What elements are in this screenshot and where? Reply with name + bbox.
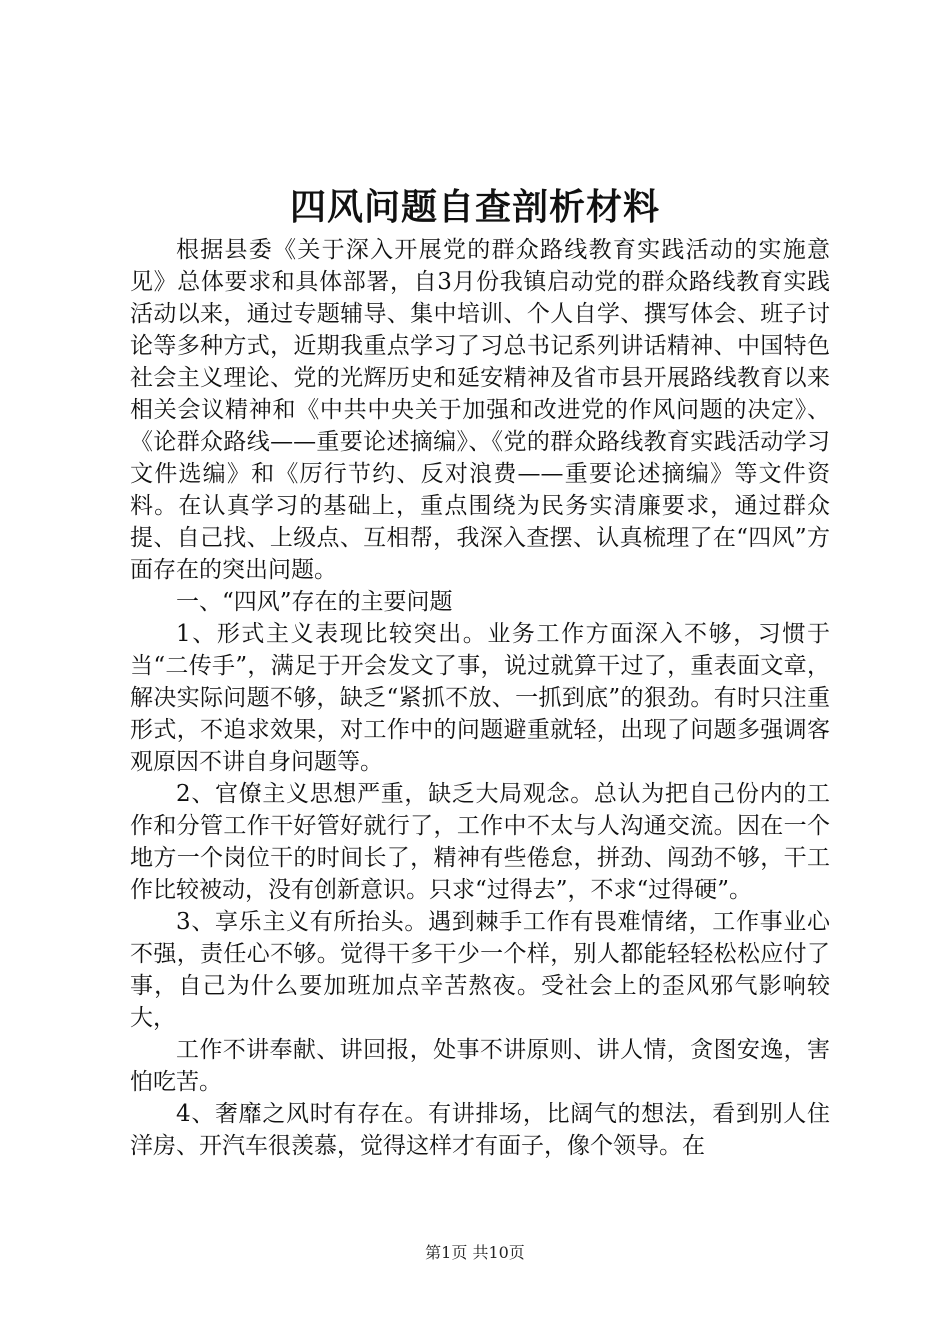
problem-paragraph-3: 3、享乐主义有所抬头。遇到棘手工作有畏难情绪，工作事业心不强，责任心不够。觉得干多干少一个样，别人都能轻轻松松应付了事，自己为什么要加班加点辛苦熬夜。受社会上的歪风邪气影响较大， bbox=[130, 909, 830, 1031]
problem-paragraph-1: 1、形式主义表现比较突出。业务工作方面深入不够，习惯于当“二传手”，满足于开会发文了事，说过就算干过了，重表面文章，解决实际问题不够，缺乏“紧抓不放、一抓到底”的狠劲。有时只注重形式，不追求效果，对工作中的问题避重就轻，出现了问题多强调客观原因不讲自身问题等。 bbox=[130, 621, 830, 775]
problem-paragraph-4: 4、奢靡之风时有存在。有讲排场，比阔气的想法，看到别人住洋房、开汽车很羡慕，觉得这样才有面子，像个领导。在 bbox=[130, 1101, 830, 1159]
section-heading: 一、“四风”存在的主要问题 bbox=[176, 589, 453, 615]
problem-paragraph-2: 2、官僚主义思想严重，缺乏大局观念。总认为把自己份内的工作和分管工作干好管好就行了，工作中不太与人沟通交流。因在一个地方一个岗位干的时间长了，精神有些倦怠，拼劲、闯劲不够，干工作比较被动，没有创新意识。只求“过得去”，不求“过得硬”。 bbox=[130, 781, 830, 903]
document-title: 四风问题自查剖析材料 bbox=[289, 186, 660, 228]
document-body bbox=[130, 234, 830, 1162]
intro-paragraph: 根据县委《关于深入开展党的群众路线教育实践活动的实施意见》总体要求和具体部署，自3月份我镇启动党的群众路线教育实践活动以来，通过专题辅导、集中培训、个人自学、撰写体会、班子讨论等多种方式，近期我重点学习了习总书记系列讲话精神、中国特色社会主义理论、党的光辉历史和延安精神及省市县开展路线教育以来相关会议精神和《中共中央关于加强和改进党的作风问题的决定》、《论群众路线——重要论述摘编》、《党的群众路线教育实践活动学习文件选编》和《厉行节约、反对浪费——重要论述摘编》等文件资料。在认真学习的基础上，重点围绕为民务实清廉要求，通过群众提、自己找、上级点、互相帮，我深入查摆、认真梳理了在“四风”方面存在的突出问题。 bbox=[130, 237, 830, 583]
problem-paragraph-3-continued: 工作不讲奉献、讲回报，处事不讲原则、讲人情，贪图安逸，害怕吃苦。 bbox=[130, 1037, 830, 1095]
page-footer: 第1页 共10页 bbox=[425, 1243, 525, 1262]
